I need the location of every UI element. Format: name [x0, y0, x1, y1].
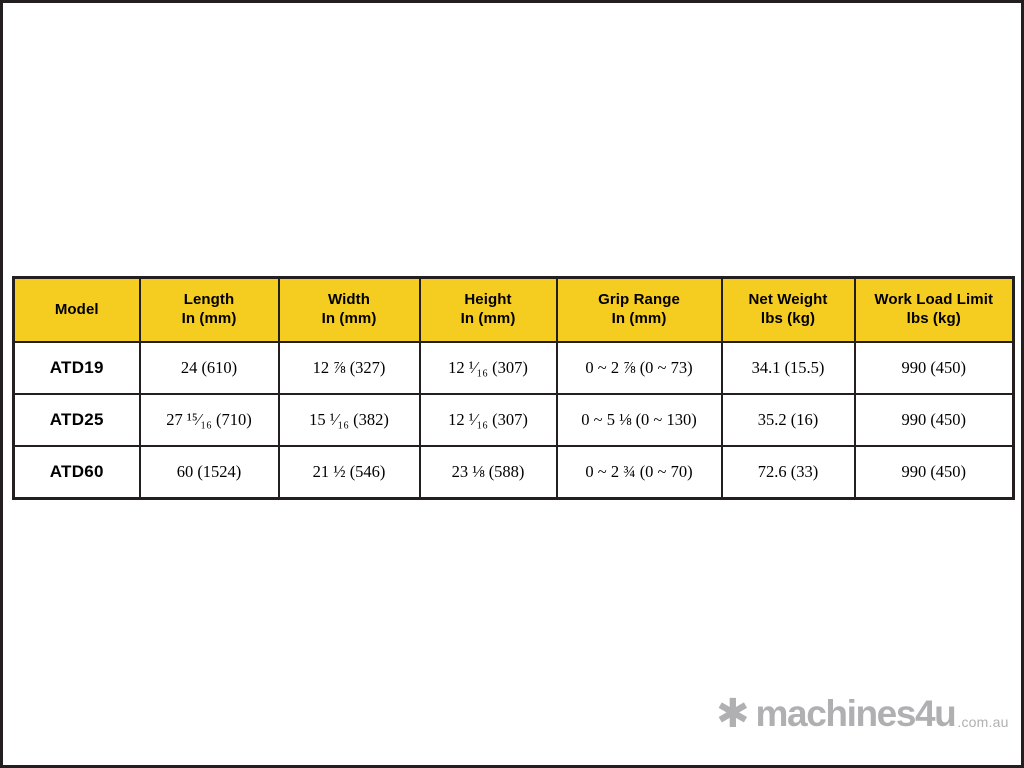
cell-length: 27 ¹⁵⁄₁₆ (710): [140, 394, 279, 446]
cell-net-weight: 34.1 (15.5): [722, 342, 855, 394]
column-header-width-line2: In (mm): [321, 310, 377, 327]
cell-grip-range: 0 ~ 5 ⅛ (0 ~ 130): [557, 394, 722, 446]
column-header-work-load-limit: [855, 278, 1014, 343]
watermark-brand: machines4u: [755, 693, 956, 734]
column-header-work-load-limit-line1: Work Load Limit: [874, 291, 994, 309]
watermark: [716, 691, 1009, 737]
column-header-model: [14, 278, 140, 343]
column-header-length-line2: In (mm): [181, 310, 237, 327]
cell-model: ATD25: [14, 394, 140, 446]
table-header-row: [14, 278, 1014, 343]
cell-width: 21 ½ (546): [279, 446, 420, 499]
table-body: [14, 342, 1014, 499]
cell-work-load-limit: 990 (450): [855, 446, 1014, 499]
column-header-grip-range-line2: In (mm): [611, 310, 667, 327]
column-header-net-weight-line1: Net Weight: [748, 291, 828, 309]
column-header-width-line1: Width: [327, 291, 370, 309]
column-header-net-weight: [722, 278, 855, 343]
table-row: [14, 446, 1014, 499]
cell-length: 60 (1524): [140, 446, 279, 499]
column-header-work-load-limit-line2: lbs (kg): [906, 310, 961, 327]
cell-height: 12 ¹⁄₁₆ (307): [420, 342, 557, 394]
column-header-length: [140, 278, 279, 343]
cell-height: 23 ⅛ (588): [420, 446, 557, 499]
column-header-grip-range: [557, 278, 722, 343]
cell-model: ATD60: [14, 446, 140, 499]
column-header-net-weight-line2: lbs (kg): [760, 310, 816, 327]
column-header-grip-range-line1: Grip Range: [598, 291, 680, 309]
cell-grip-range: 0 ~ 2 ¾ (0 ~ 70): [557, 446, 722, 499]
cell-width: 12 ⅞ (327): [279, 342, 420, 394]
specification-table: [12, 276, 1015, 500]
column-header-model-line1: Model: [54, 300, 99, 318]
cell-grip-range: 0 ~ 2 ⅞ (0 ~ 73): [557, 342, 722, 394]
cell-net-weight: 35.2 (16): [722, 394, 855, 446]
cell-work-load-limit: 990 (450): [855, 394, 1014, 446]
asterisk-icon: ✱: [716, 691, 750, 737]
table-row: [14, 394, 1014, 446]
cell-width: 15 ¹⁄₁₆ (382): [279, 394, 420, 446]
table-row: [14, 342, 1014, 394]
column-header-width: [279, 278, 420, 343]
cell-length: 24 (610): [140, 342, 279, 394]
column-header-length-line1: Length: [183, 291, 235, 309]
table-header: [14, 278, 1014, 343]
cell-model: ATD19: [14, 342, 140, 394]
cell-net-weight: 72.6 (33): [722, 446, 855, 499]
column-header-height-line2: In (mm): [460, 310, 516, 327]
column-header-height: [420, 278, 557, 343]
watermark-domain: .com.au: [957, 714, 1009, 730]
specification-table-container: [12, 276, 1012, 500]
cell-height: 12 ¹⁄₁₆ (307): [420, 394, 557, 446]
column-header-height-line1: Height: [464, 291, 512, 309]
cell-work-load-limit: 990 (450): [855, 342, 1014, 394]
